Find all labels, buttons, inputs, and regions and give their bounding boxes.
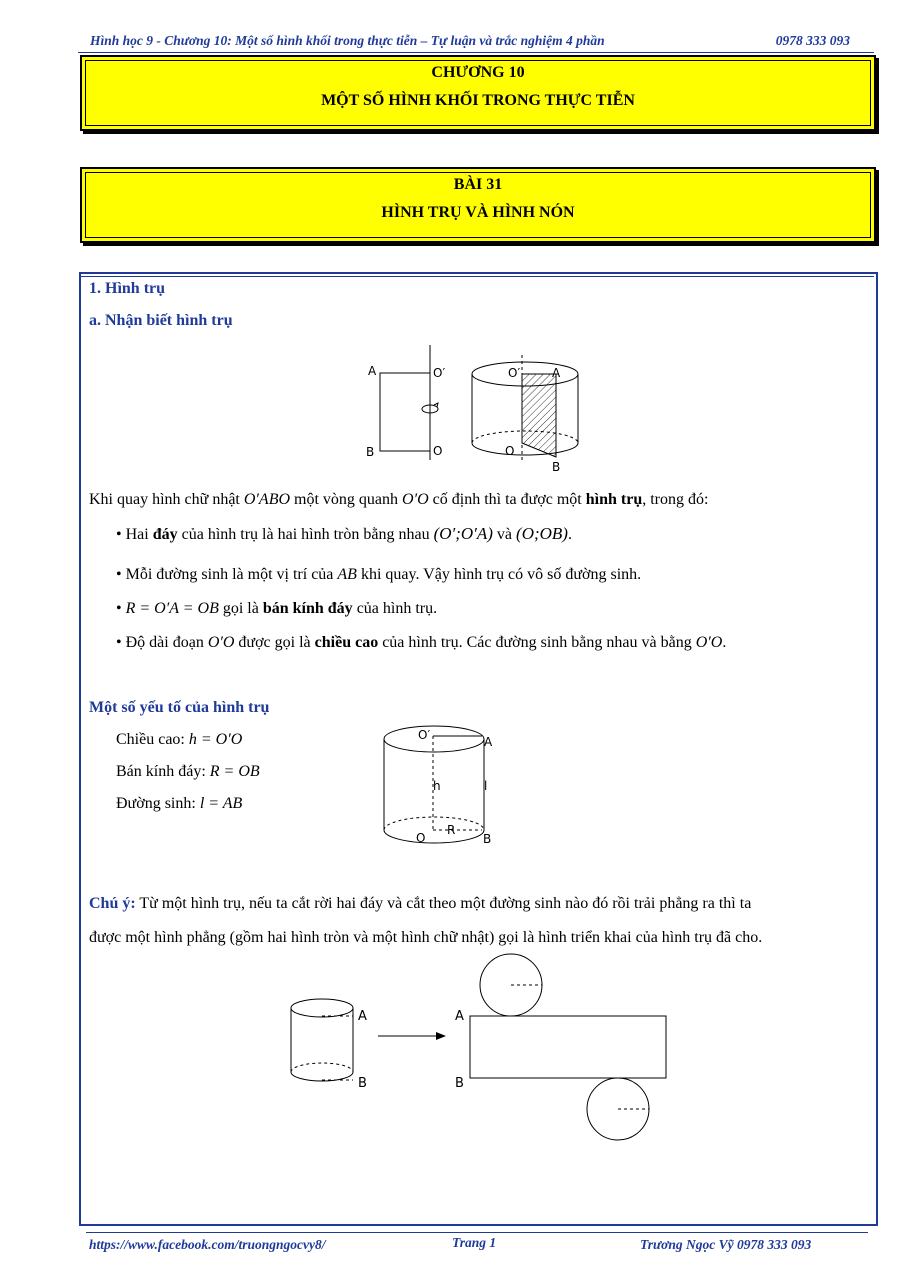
fig1-label-O: O <box>433 444 443 458</box>
chapter-number: CHƯƠNG 10 <box>431 64 525 81</box>
b3-t2: của hình trụ. <box>352 600 438 617</box>
b1-bold: đáy <box>152 526 178 543</box>
b4-m2: O′O <box>695 634 723 651</box>
b1-m2: (O;OB) <box>516 524 568 543</box>
fig1-cyl-label-B: B <box>552 460 561 474</box>
fig3-cyl-label-A: A <box>358 1009 367 1024</box>
b3-t1: gọi là <box>218 600 263 617</box>
intro-text-3: cố định thì ta được một <box>428 491 586 508</box>
page-header <box>90 33 850 49</box>
fig1-cyl-label-O: O <box>505 444 515 458</box>
note-line-1: Từ một hình trụ, nếu ta cắt rời hai đáy và cắt theo một đường sinh nào đó rồi trải phẳng ra thì ta <box>135 895 752 912</box>
radius-row <box>116 761 260 783</box>
fig2-label-h: h <box>433 779 441 793</box>
radius-label: Bán kính đáy: <box>116 763 206 780</box>
fig2-label-A: A <box>484 735 493 749</box>
radius-formula: R = OB <box>209 763 260 780</box>
b1-t2: của hình trụ là hai hình tròn bằng nhau <box>177 526 434 543</box>
intro-text-2: một vòng quanh <box>290 491 403 508</box>
cylinder-elements-figure <box>370 712 510 862</box>
lesson-number: BÀI 31 <box>453 176 503 193</box>
generator-label: Đường sinh: <box>116 795 196 812</box>
b2-t2: khi quay. Vậy hình trụ có vô số đường sinh. <box>356 566 642 583</box>
header-rule <box>78 52 874 53</box>
intro-text-1: Khi quay hình chữ nhật <box>89 491 244 508</box>
fig3-net-label-B: B <box>455 1076 464 1091</box>
b1-m1: (O′;O′A) <box>433 524 493 543</box>
cylinder-net-figure <box>270 950 690 1150</box>
note-label: Chú ý: <box>89 895 136 912</box>
cylinder-rotation-figure <box>360 345 600 475</box>
note-paragraph <box>89 887 762 955</box>
lesson-title: HÌNH TRỤ VÀ HÌNH NÓN <box>381 204 575 221</box>
fig2-label-l: l <box>484 779 488 793</box>
b4-t1: Độ dài đoạn <box>125 634 208 651</box>
page-number: Trang 1 <box>452 1235 497 1250</box>
fig2-label-R: R <box>447 823 456 837</box>
lesson-banner <box>80 167 876 243</box>
b3-bold: bán kính đáy <box>262 600 353 617</box>
header-phone: 0978 333 093 <box>775 33 850 48</box>
elements-heading: Một số yếu tố của hình trụ <box>89 699 270 716</box>
generator-formula: l = AB <box>199 795 243 812</box>
bullet-2: • Mỗi đường sinh là một vị trí của AB khi quay. Vậy hình trụ có vô số đường sinh. <box>116 566 642 583</box>
b4-m1: O′O <box>207 634 235 651</box>
b2-m1: AB <box>337 566 357 583</box>
chapter-banner <box>80 55 876 131</box>
fig1-cyl-label-A: A <box>552 366 561 380</box>
fig3-net-label-A: A <box>455 1009 464 1024</box>
intro-paragraph <box>89 489 708 511</box>
header-title: Hình học 9 - Chương 10: Một số hình khối trong thực tiễn – Tự luận và trắc nghiệm 4 phần <box>90 33 605 48</box>
b4-bold: chiều cao <box>314 634 379 651</box>
chapter-title: MỘT SỐ HÌNH KHỐI TRONG THỰC TIỄN <box>321 92 635 109</box>
b1-t3: và <box>492 526 517 543</box>
bullet-4: • Độ dài đoạn O′O được gọi là chiều cao của hình trụ. Các đường sinh bằng nhau và bằng O′O. <box>116 634 727 651</box>
fig2-label-O: O <box>416 831 426 845</box>
fig1-label-Oprime: O′ <box>433 366 446 380</box>
intro-math-1: O′ABO <box>243 491 291 508</box>
bullet-3: • R = O′A = OB gọi là bán kính đáy của hình trụ. <box>116 600 438 617</box>
footer-rule <box>86 1232 868 1233</box>
fig2-label-Oprime: O′ <box>418 728 431 742</box>
section-heading: 1. Hình trụ <box>89 280 166 297</box>
generator-row <box>116 793 242 815</box>
fig3-cyl-label-B: B <box>358 1076 367 1091</box>
b3-m1: R = O′A = OB <box>125 600 219 617</box>
height-formula: h = O′O <box>188 731 243 748</box>
fig1-label-B: B <box>366 445 375 459</box>
footer-author: Trương Ngọc Vỹ 0978 333 093 <box>640 1237 812 1252</box>
note-line-2: được một hình phẳng (gồm hai hình tròn và một hình chữ nhật) gọi là hình triển khai của hình trụ đã cho. <box>89 929 763 946</box>
fig2-label-B: B <box>483 832 492 846</box>
height-row <box>116 729 242 751</box>
bullet-1: • Hai đáy của hình trụ là hai hình tròn bằng nhau (O′;O′A) và (O;OB). <box>116 524 572 543</box>
intro-bold: hình trụ <box>585 491 643 508</box>
footer-link[interactable]: https://www.facebook.com/truongngocvy8/ <box>89 1237 326 1252</box>
b1-t1: Hai <box>125 526 153 543</box>
b4-t4: . <box>722 634 727 651</box>
fig1-label-A: A <box>368 364 377 378</box>
b4-t3: của hình trụ. Các đường sinh bằng nhau và bằng <box>378 634 696 651</box>
b1-t4: . <box>567 526 572 543</box>
height-label: Chiều cao: <box>116 731 185 748</box>
frame-top-rule <box>79 276 874 277</box>
b2-t1: Mỗi đường sinh là một vị trí của <box>125 566 338 583</box>
b4-t2: được gọi là <box>234 634 315 651</box>
fig1-cyl-label-Oprime: O′ <box>508 366 521 380</box>
intro-text-4: , trong đó: <box>642 491 709 508</box>
intro-math-2: O′O <box>402 491 429 508</box>
subsection-heading: a. Nhận biết hình trụ <box>89 312 233 329</box>
